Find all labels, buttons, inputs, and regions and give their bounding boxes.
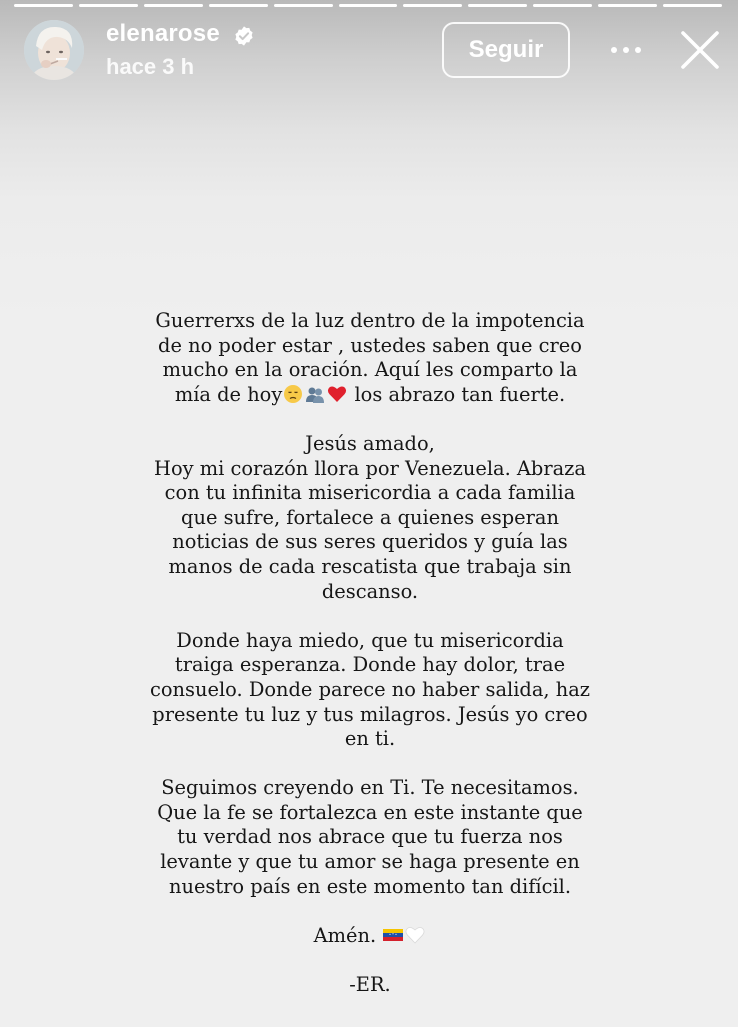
avatar-image [24, 20, 84, 80]
progress-segment-current [663, 4, 722, 7]
text-line: tu verdad nos abrace que tu fuerza nos [177, 825, 563, 849]
progress-segment [274, 4, 333, 7]
follow-button[interactable]: Seguir [442, 22, 570, 78]
text-line: Hoy mi corazón llora por Venezuela. Abraza [154, 456, 586, 480]
paragraph-amen [140, 924, 600, 949]
busts-in-silhouette-emoji [305, 384, 325, 404]
text-line: con tu infinita misericordia a cada familia [164, 481, 576, 505]
story-text-content [140, 309, 600, 998]
close-icon[interactable] [678, 28, 722, 72]
progress-segment [209, 4, 268, 7]
text-line: consuelo. Donde parece no haber salida, haz [150, 677, 590, 701]
more-options-icon[interactable] [604, 36, 648, 64]
progress-segment [403, 4, 462, 7]
text-line: traiga esperanza. Donde hay dolor, trae [174, 653, 566, 677]
paragraph-intro [140, 309, 600, 407]
text-line: nuestro país en este momento tan difícil. [168, 874, 572, 898]
text-line: mucho en la oración. Aquí les comparto la [162, 358, 578, 382]
progress-segment [79, 4, 138, 7]
text-line: de no poder estar , ustedes saben que creo [158, 333, 582, 357]
text-line: descanso. [321, 579, 419, 603]
signature-text: -ER. [349, 973, 391, 997]
text-line: noticias de sus seres queridos y guía las [172, 530, 568, 554]
red-heart-emoji [327, 384, 347, 404]
text-line: Seguimos creyendo en Ti. Te necesitamos. [161, 776, 579, 800]
paragraph-signature [140, 973, 600, 998]
white-heart-emoji [405, 925, 425, 945]
text-line [140, 383, 600, 408]
progress-segment [468, 4, 527, 7]
progress-segment [144, 4, 203, 7]
story-progress-bar [14, 4, 722, 7]
progress-segment [598, 4, 657, 7]
text-line: manos de cada rescatista que trabaja sin [168, 554, 572, 578]
paragraph-prayer-opening [140, 432, 600, 604]
progress-segment [339, 4, 398, 7]
text-line: en ti. [344, 727, 396, 751]
venezuela-flag-emoji [383, 925, 403, 945]
text-line [140, 924, 600, 949]
disappointed-face-emoji [283, 384, 303, 404]
text-line: Guerrerxs de la luz dentro de la impotencia [155, 309, 585, 332]
progress-segment [14, 4, 73, 7]
avatar[interactable] [24, 20, 84, 80]
paragraph-hope [140, 629, 600, 752]
text-line: Donde haya miedo, que tu misericordia [176, 628, 564, 652]
text-line: presente tu luz y tus milagros. Jesús yo creo [152, 702, 588, 726]
verified-badge-icon [233, 25, 255, 47]
text-fragment: los abrazo tan fuerte. [348, 382, 566, 406]
text-line: que sufre, fortalece a quienes esperan [181, 505, 559, 529]
text-fragment: mía de hoy [174, 382, 283, 406]
post-timestamp: hace 3 h [106, 54, 195, 79]
text-line: Que la fe se fortalezca en este instante que [157, 800, 583, 824]
paragraph-faith [140, 776, 600, 899]
text-fragment: Amén. [313, 923, 383, 947]
username[interactable]: elenarose [106, 20, 220, 47]
progress-segment [533, 4, 592, 7]
text-line: levante y que tu amor se haga presente en [160, 850, 580, 874]
text-line: Jesús amado, [305, 431, 435, 455]
